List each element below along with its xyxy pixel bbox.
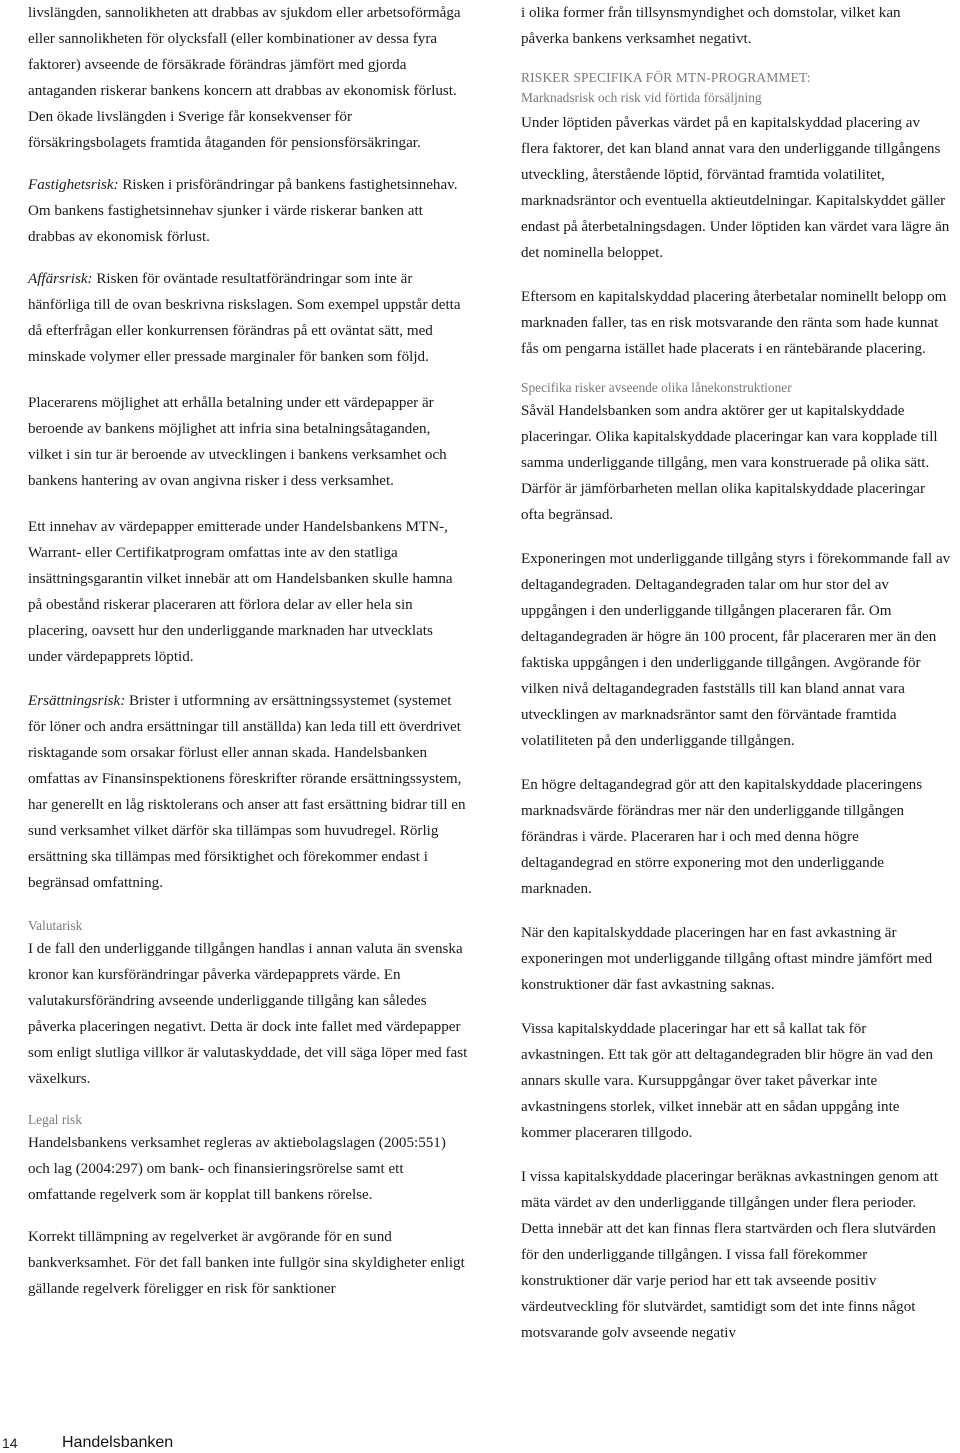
- continuation-paragraph: i olika former från tillsynsmyndighet och domstolar, vilket kan påverka bankens verksamhet negativt.: [521, 5, 901, 47]
- ersattningsrisk-paragraph: [28, 688, 468, 896]
- legal-risk-paragraph: Handelsbankens verksamhet regleras av aktiebolagslagen (2005:551) och lag (2004:297) om bank- och finansieringsrörelse samt ett omfattande regelverk som är kopplat till bankens rörelse.: [28, 1135, 446, 1203]
- hogre-deltagandegrad-paragraph: En högre deltagandegrad gör att den kapitalskyddade placeringens marknadsvärde förändras mer när den underliggande tillgången förändras i värde. Placeraren har i och med denna högre deltagandegrad en större exponering mot den underliggande marknaden.: [521, 777, 923, 897]
- affarsrisk-term: Affärsrisk:: [28, 271, 93, 287]
- fastighetsrisk-term: Fastighetsrisk:: [28, 177, 119, 193]
- loan-structures-heading: Specifika risker avseende olika lånekonstruktioner: [521, 380, 792, 395]
- placerare-paragraph: Placerarens möjlighet att erhålla betalning under ett värdepapper är beroende av bankens möjlighet att infria sina betalningsåtaganden, vilket i sin tur är beroende av utvecklingen i bankens verksamhet och bankens hantering av ovan angivna risker i dess verksamhet.: [28, 395, 447, 489]
- mtn-risks-heading: RISKER SPECIFIKA FÖR MTN-PROGRAMMET:: [521, 70, 811, 85]
- fastighetsrisk-paragraph: [28, 172, 468, 250]
- page-footer: [0, 1431, 960, 1453]
- ersattningsrisk-term: Ersättningsrisk:: [28, 693, 126, 709]
- legal-risk-heading: Legal risk: [28, 1112, 82, 1127]
- left-column: [28, 0, 468, 1302]
- affarsrisk-paragraph: [28, 266, 468, 370]
- right-column: [521, 0, 951, 1346]
- page-number: 14: [2, 1435, 18, 1451]
- korrekt-paragraph: Korrekt tillämpning av regelverket är avgörande för en sund bankverksamhet. För det fall banken inte fullgör sina skyldigheter enligt gällande regelverk föreligger en risk för sanktioner: [28, 1229, 465, 1297]
- affarsrisk-text: Risken för oväntade resultatförändringar som inte är hänförliga till de ovan beskrivna riskslagen. Som exempel uppstår detta då efterfrågan eller konkurrensen förändras på ett oväntat sätt, med minskade volymer eller pressade marginaler för banken som följd.: [28, 271, 461, 365]
- saval-paragraph: Såväl Handelsbanken som andra aktörer ger ut kapitalskyddade placeringar. Olika kapitalskyddade placeringar kan vara kopplade till samma underliggande tillgång, men vara konstruerade på olika sätt. Därför är jämförbarheten mellan olika kapitalskyddade placeringar ofta begränsad.: [521, 403, 938, 523]
- fast-avkastning-paragraph: När den kapitalskyddade placeringen har en fast avkastning är exponeringen mot underliggande tillgång oftast mindre jämfört med konstruktioner där fast avkastning saknas.: [521, 925, 933, 993]
- eftersom-paragraph: Eftersom en kapitalskyddad placering återbetalar nominellt belopp om marknaden faller, tas en risk motsvarande den ränta som hade kunnat fås om pengarna istället hade placerats i en räntebärande placering.: [521, 289, 947, 357]
- market-risk-subheading: Marknadsrisk och risk vid förtida försäljning: [521, 90, 762, 105]
- innehav-paragraph: Ett innehav av värdepapper emitterade under Handelsbankens MTN-, Warrant- eller Certifikatprogram omfattas inte av den statliga insättningsgarantin vilket innebär att om Handelsbanken skulle hamna på obestånd riskerar placeraren att förlora delar av eller hela sin placering, oavsett hur den underliggande marknaden har utvecklats under värdepapprets löptid.: [28, 519, 453, 665]
- loptid-paragraph: Under löptiden påverkas värdet på en kapitalskyddad placering av flera faktorer, det kan bland annat vara den underliggande tillgångens utveckling, återstående löptid, förväntad framtida volatilitet, marknadsräntor och eventuella aktieutdelningar. Kapitalskyddet gäller endast på återbetalningsdagen. Under löptiden kan värdet vara lägre än det nominella beloppet.: [521, 115, 950, 261]
- tak-paragraph: Vissa kapitalskyddade placeringar har ett så kallat tak för avkastningen. Ett tak gör att deltagandegraden blir högre än vad den annars skulle vara. Kursuppgångar över taket påverkar inte avkastningens storlek, vilket innebär att en sådan uppgång inte kommer placeraren tillgodo.: [521, 1021, 933, 1141]
- flera-perioder-paragraph: I vissa kapitalskyddade placeringar beräknas avkastningen genom att mäta värdet av den underliggande tillgången under flera perioder. Detta innebär att det kan finnas flera startvärden och flera slutvärden för den underliggande tillgången. I vissa fall förekommer konstruktioner där varje period har ett tak avseende positiv värdeutveckling för slutvärdet, samtidigt som det inte finns något motsvarande golv avseende negativ: [521, 1169, 939, 1341]
- ersattningsrisk-text: Brister i utformning av ersättningssystemet (systemet för löner och andra ersättningar till anställda) kan leda till ett överdrivet risktagande som orsakar förlust eller annan skada. Handelsbanken omfattas av Finansinspektionens föreskrifter rörande ersättningssystem, har generellt en låg risktolerans och anser att fast ersättning bidrar till en sund verksamhet vilket därför ska tillämpas som huvudregel. Rörlig ersättning ska tillämpas med försiktighet och förekommer endast i begränsad omfattning.: [28, 693, 466, 891]
- brand-name: Handelsbanken: [62, 1434, 174, 1451]
- fastighetsrisk-text: Risken i prisförändringar på bankens fastighetsinnehav. Om bankens fastighetsinnehav sjunker i värde riskerar banken att drabbas av ekonomisk förlust.: [28, 177, 458, 245]
- valutarisk-paragraph: I de fall den underliggande tillgången handlas i annan valuta än svenska kronor kan kursförändringar påverka värdepapprets värde. En valutakursförändring avseende underliggande tillgång kan således påverka placeringen negativt. Detta är dock inte fallet med värdepapper som enligt slutliga villkor är valutaskyddade, det vill säga löper med fast växelkurs.: [28, 941, 468, 1087]
- intro-paragraph: livslängden, sannolikheten att drabbas av sjukdom eller arbetsoförmåga eller sannolikheten för olycksfall (eller kombinationer av dessa fyra faktorer) avseende de försäkrade förändras jämfört med gjorda antaganden riskerar bankens koncern att drabbas av ekonomisk förlust. Den ökade livslängden i Sverige får konsekvenser för försäkringsbolagets framtida åtaganden för pensionsförsäkringar.: [28, 5, 461, 151]
- valutarisk-heading: Valutarisk: [28, 918, 83, 933]
- exponering-paragraph: Exponeringen mot underliggande tillgång styrs i förekommande fall av deltagandegraden. Deltagandegraden talar om hur stor del av uppgången i den underliggande tillgången placeraren får. Om deltagandegraden är högre än 100 procent, får placeraren mer än den faktiska uppgången i den underliggande tillgången. Avgörande för vilken nivå deltagandegraden fastställs till kan bland annat vara utvecklingen av marknadsräntor samt den förväntade framtida volatiliteten på den underliggande tillgången.: [521, 551, 951, 749]
